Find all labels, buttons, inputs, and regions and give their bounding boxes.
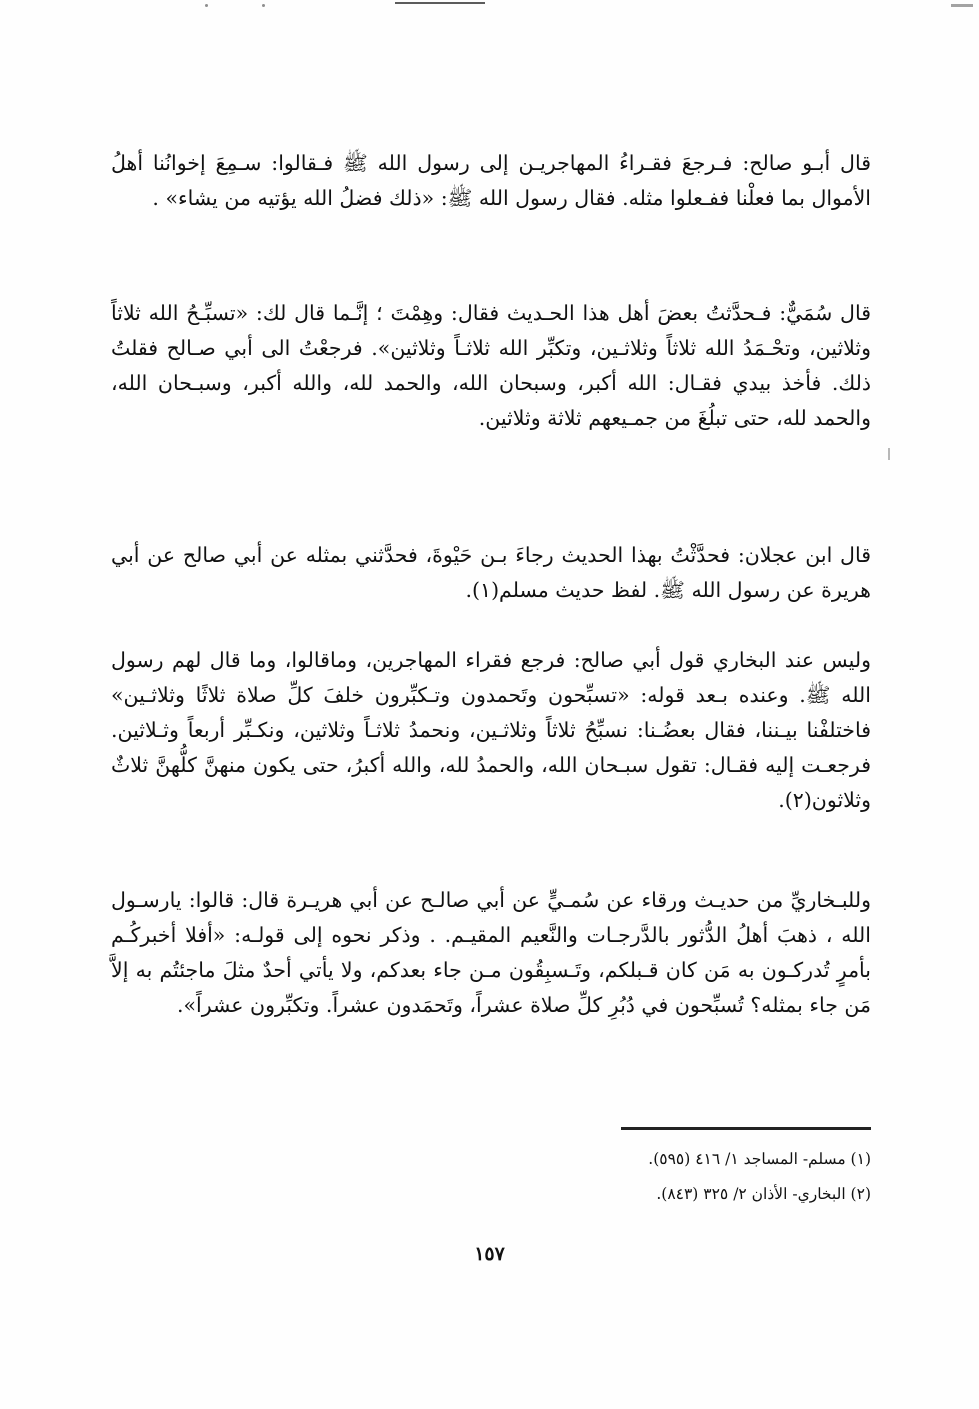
- paragraph-text: قال أبـو صالح: فـرجعَ فقـراءُ المهاجريـن إلى رسول الله ﷺ فـقالوا: سـمِعَ إخوانُنا أهلُ الأموال بما فعلْنا ففـعلوا مثله. فقال رسول الله ﷺ: «ذلك فضلُ الله يؤتيه من يشاء» .: [111, 151, 871, 210]
- scan-artifact-dot: [262, 4, 265, 7]
- paragraph-text: قال سُمَيٌّ: فـحدَّثتُ بعضَ أهل هذا الحـديث فقال: وهِمْتَ ؛ إنَّـما قال لك: «تسبِّـحُ الله ثلاثاً وثلاثين، وتحْـمَدُ الله ثلاثاً وثلاثـين، وتكبِّر الله ثلاثـاً وثلاثين». فرجعْتُ الى أبي صـالح فقلتُ ذلك. فأخذ بيدي فقـال: الله أكبر، وسبحان الله، والحمد لله، والله أكبر، وسبـحان الله، والحمد لله، حتى تبلُغَ من جمـيعهم ثلاثة وثلاثين.: [111, 301, 871, 430]
- scan-artifact-line: [395, 2, 485, 4]
- footnote-2: (٢) البخاري- الأذان ٢/ ٣٢٥ (٨٤٣).: [656, 1185, 871, 1203]
- scan-artifact-tick: [888, 448, 890, 460]
- paragraph-sumayy: [111, 296, 871, 436]
- paragraph-ibn-ajlan: [111, 538, 871, 608]
- paragraph-text: وللبـخاريِّ من حديـث ورقاء عن سُمـيٍّ عن أبي صالـح عن أبي هريـرة قال: قالوا: يارسـول الله ، ذهبَ أهلُ الدُّثور بالدَّرجـات والنَّعيم المقيـم. . وذكر نحوه إلى قولـه: «أفلا أخبركُـم بأمرٍ تُدركـون به مَن كان قـبلكم، وتَـسبِقُون مـن جاء بعدكم، ولا يأتي أحدٌ مثلَ ماجئتُم به إلاَّ مَن جاء بمثله؟ تُسبِّحون في دُبُرِ كلِّ صلاة عشراً، وتَحمَدون عشراً. وتكبِّرون عشراً».: [111, 888, 871, 1017]
- paragraph-text: قال ابن عجلان: فحدَّثْتُ بهذا الحديث رجاءَ بـن حَيْوةَ، فحدَّثني بمثله عن أبي صالح عن أبي هريرة عن رسول الله ﷺ. لفظ حديث مسلم(١).: [111, 543, 871, 602]
- paragraph-text: وليس عند البخاري قول أبي صالح: فرجع فقراء المهاجرين، وماقالوا، وما قال لهم رسول الله ﷺ. وعنده بـعد قوله: «تسبِّحون وتَحمدون وتـكبِّرون خلفَ كلِّ صلاة ثلاثًا وثلاثـين» فاختلفْنا بيـننا، فقال بعضُـنا: نسبِّحُ ثلاثاً وثلاثـين، ونحمدُ ثلاثـاً وثلاثين، ونكـبِّر أربعاً وثـلاثين. فرجعـت إليه فقـال: تقول سبـحان الله، والحمدُ لله، والله أكبرُ، حتى يكون منهنَّ كلُّهنَّ ثلاثٌ وثلاثون(٢).: [111, 648, 871, 812]
- scan-artifact-corner: [951, 4, 973, 7]
- paragraph-bukhari: [111, 643, 871, 818]
- scan-artifact-dot: [205, 4, 208, 7]
- paragraph-abu-salih: [111, 146, 871, 216]
- page-number: ١٥٧: [474, 1243, 505, 1265]
- footnote-separator: [621, 1127, 871, 1130]
- paragraph-bukhari-warqa: [111, 883, 871, 1023]
- footnote-1: (١) مسلم- المساجد ١/ ٤١٦ (٥٩٥).: [648, 1150, 871, 1168]
